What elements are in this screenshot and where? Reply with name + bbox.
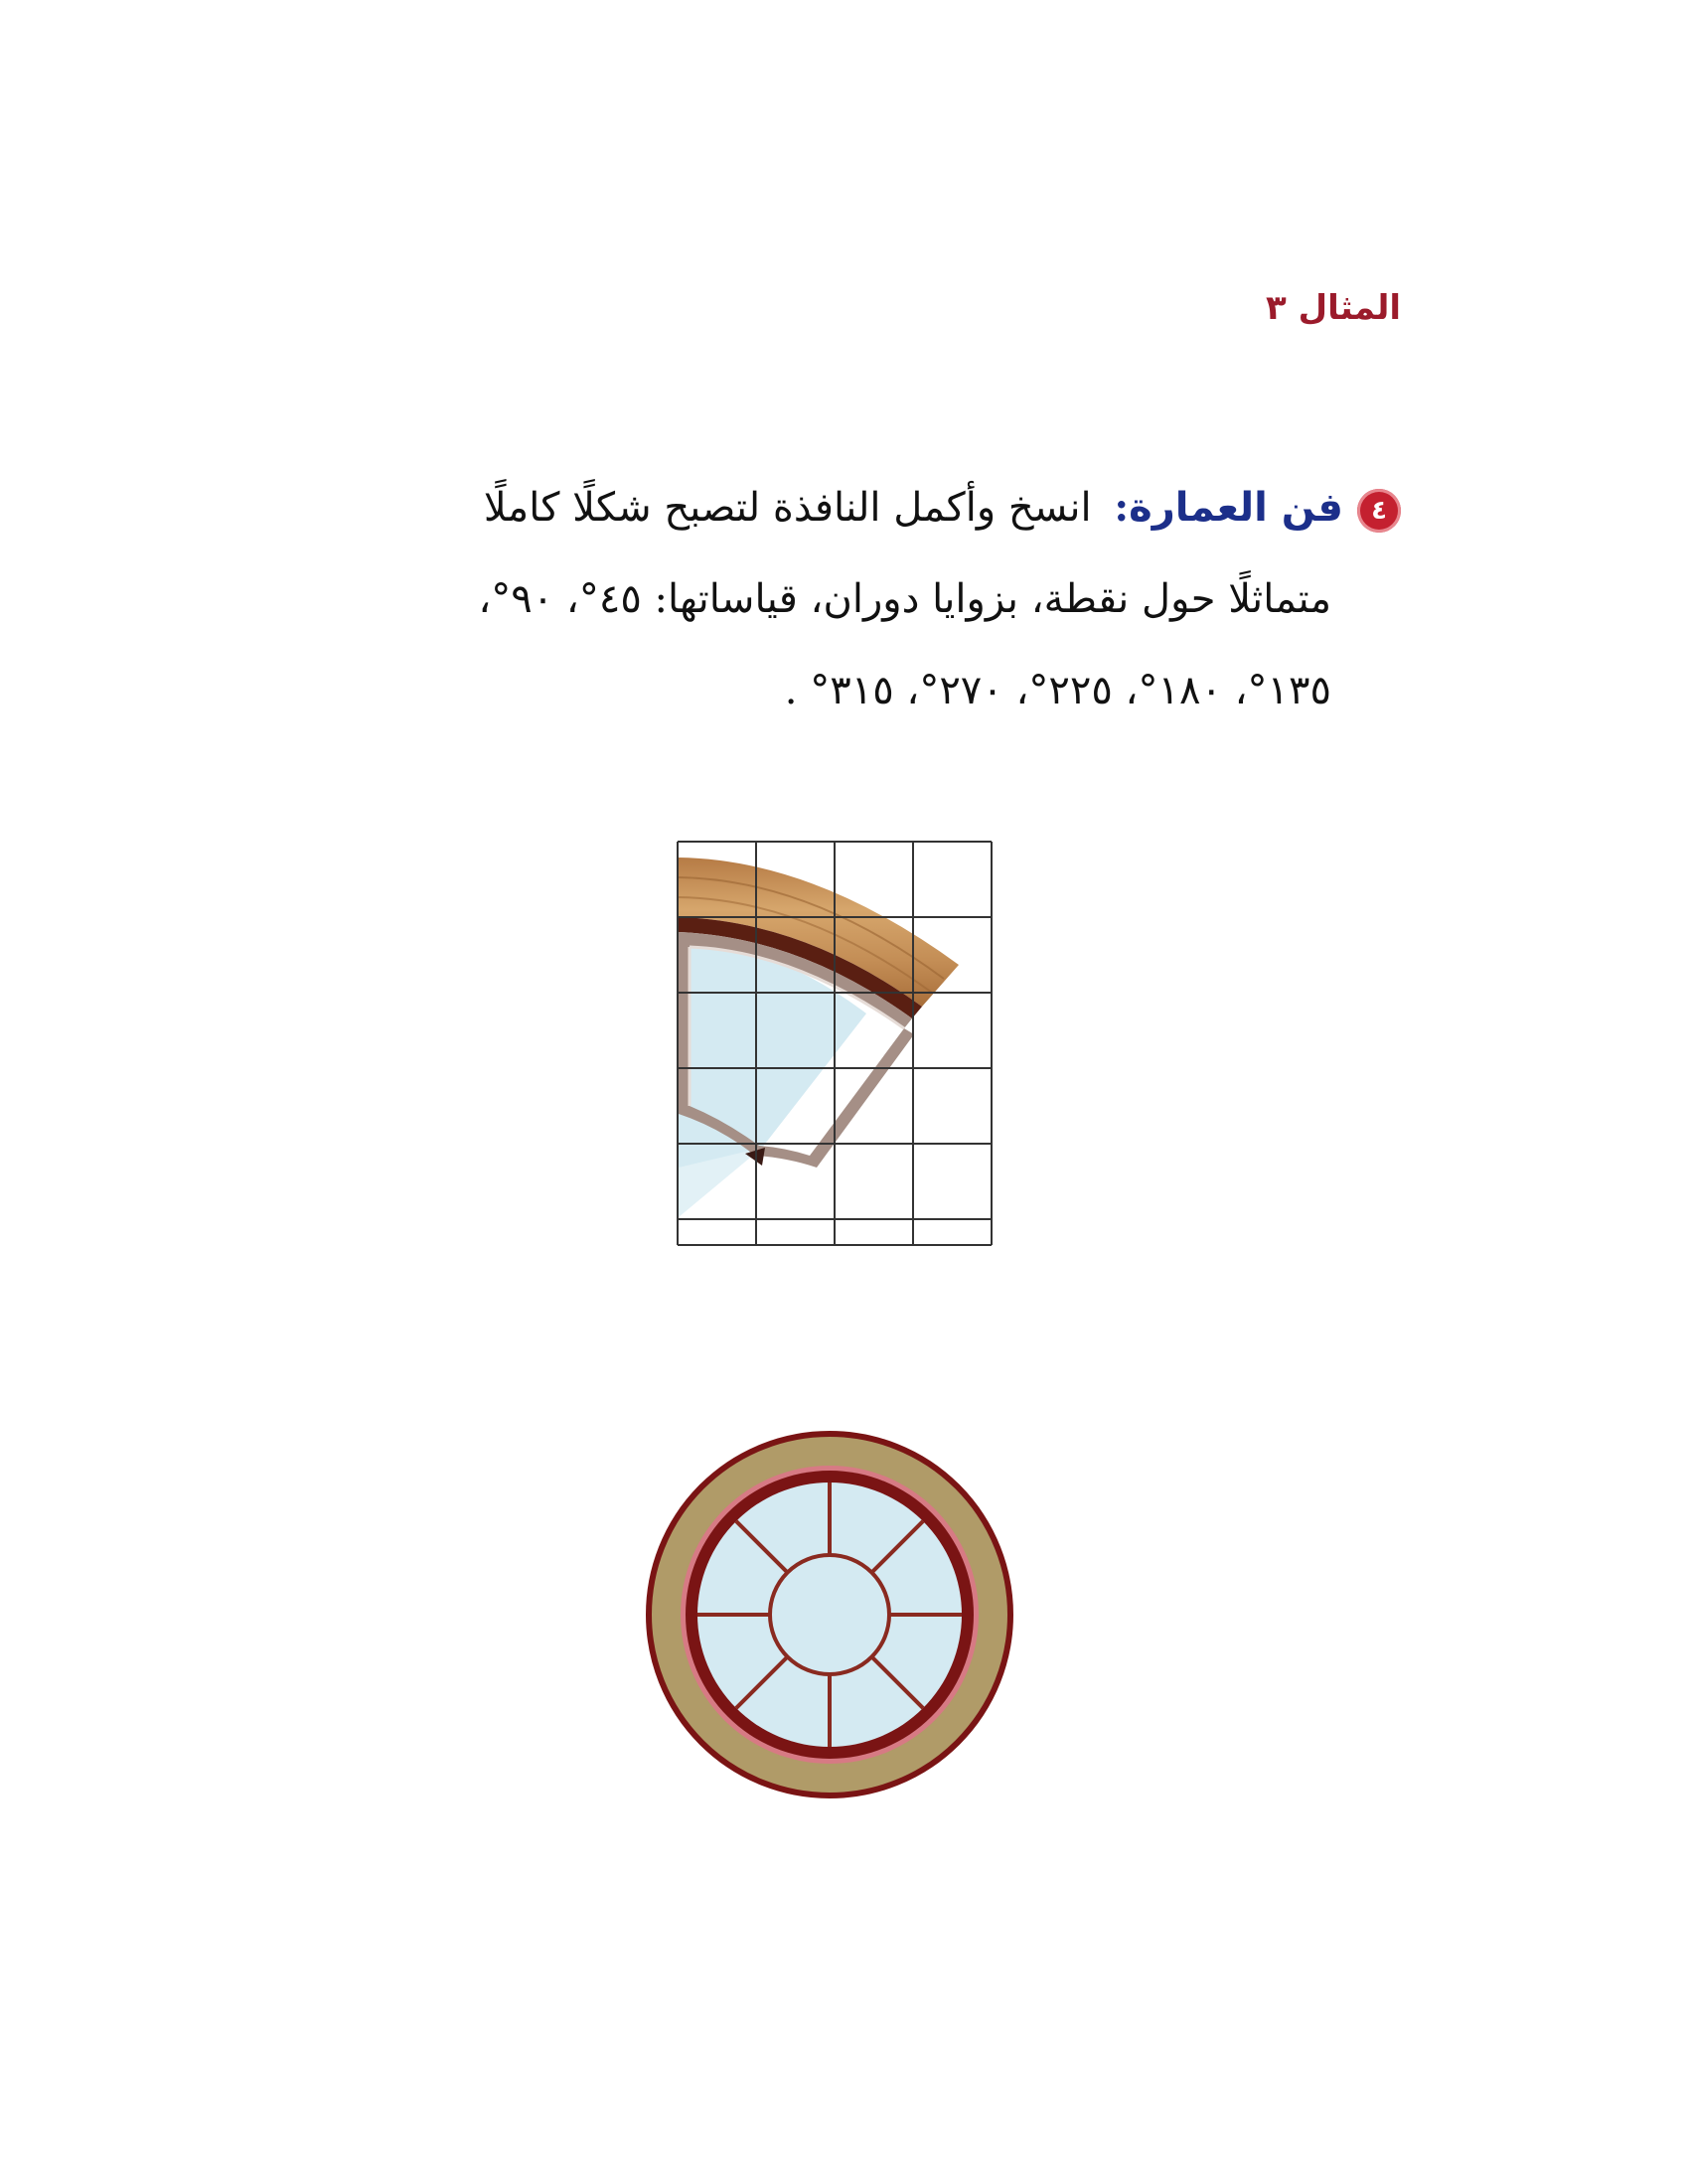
exercise-title: فن العمارة	[1129, 485, 1343, 531]
complete-round-window	[636, 1431, 1023, 1798]
exercise-number-badge: ٤	[1357, 489, 1401, 533]
exercise-block	[328, 462, 1401, 736]
exercise-text-line-3: ١٣٥°، ١٨٠°، ٢٢٥°، ٢٧٠°، ٣١٥° .	[784, 668, 1331, 713]
partial-window-grid-figure	[676, 840, 994, 1247]
exercise-text-line-2: متماثلًا حول نقطة، بزوايا دوران، قياساتها: ٤٥°، ٩٠°،	[478, 576, 1331, 622]
exercise-title-separator: :	[1114, 484, 1130, 531]
exercise-text-line-1: انسخ وأكمل النافذة لتصبح شكلًا كاملًا	[483, 485, 1092, 531]
example-heading: المثال ٣	[1266, 288, 1401, 328]
window-center-circle	[770, 1555, 889, 1674]
exercise-line-1	[328, 462, 1401, 553]
window-quarter-drawing	[679, 858, 959, 1217]
